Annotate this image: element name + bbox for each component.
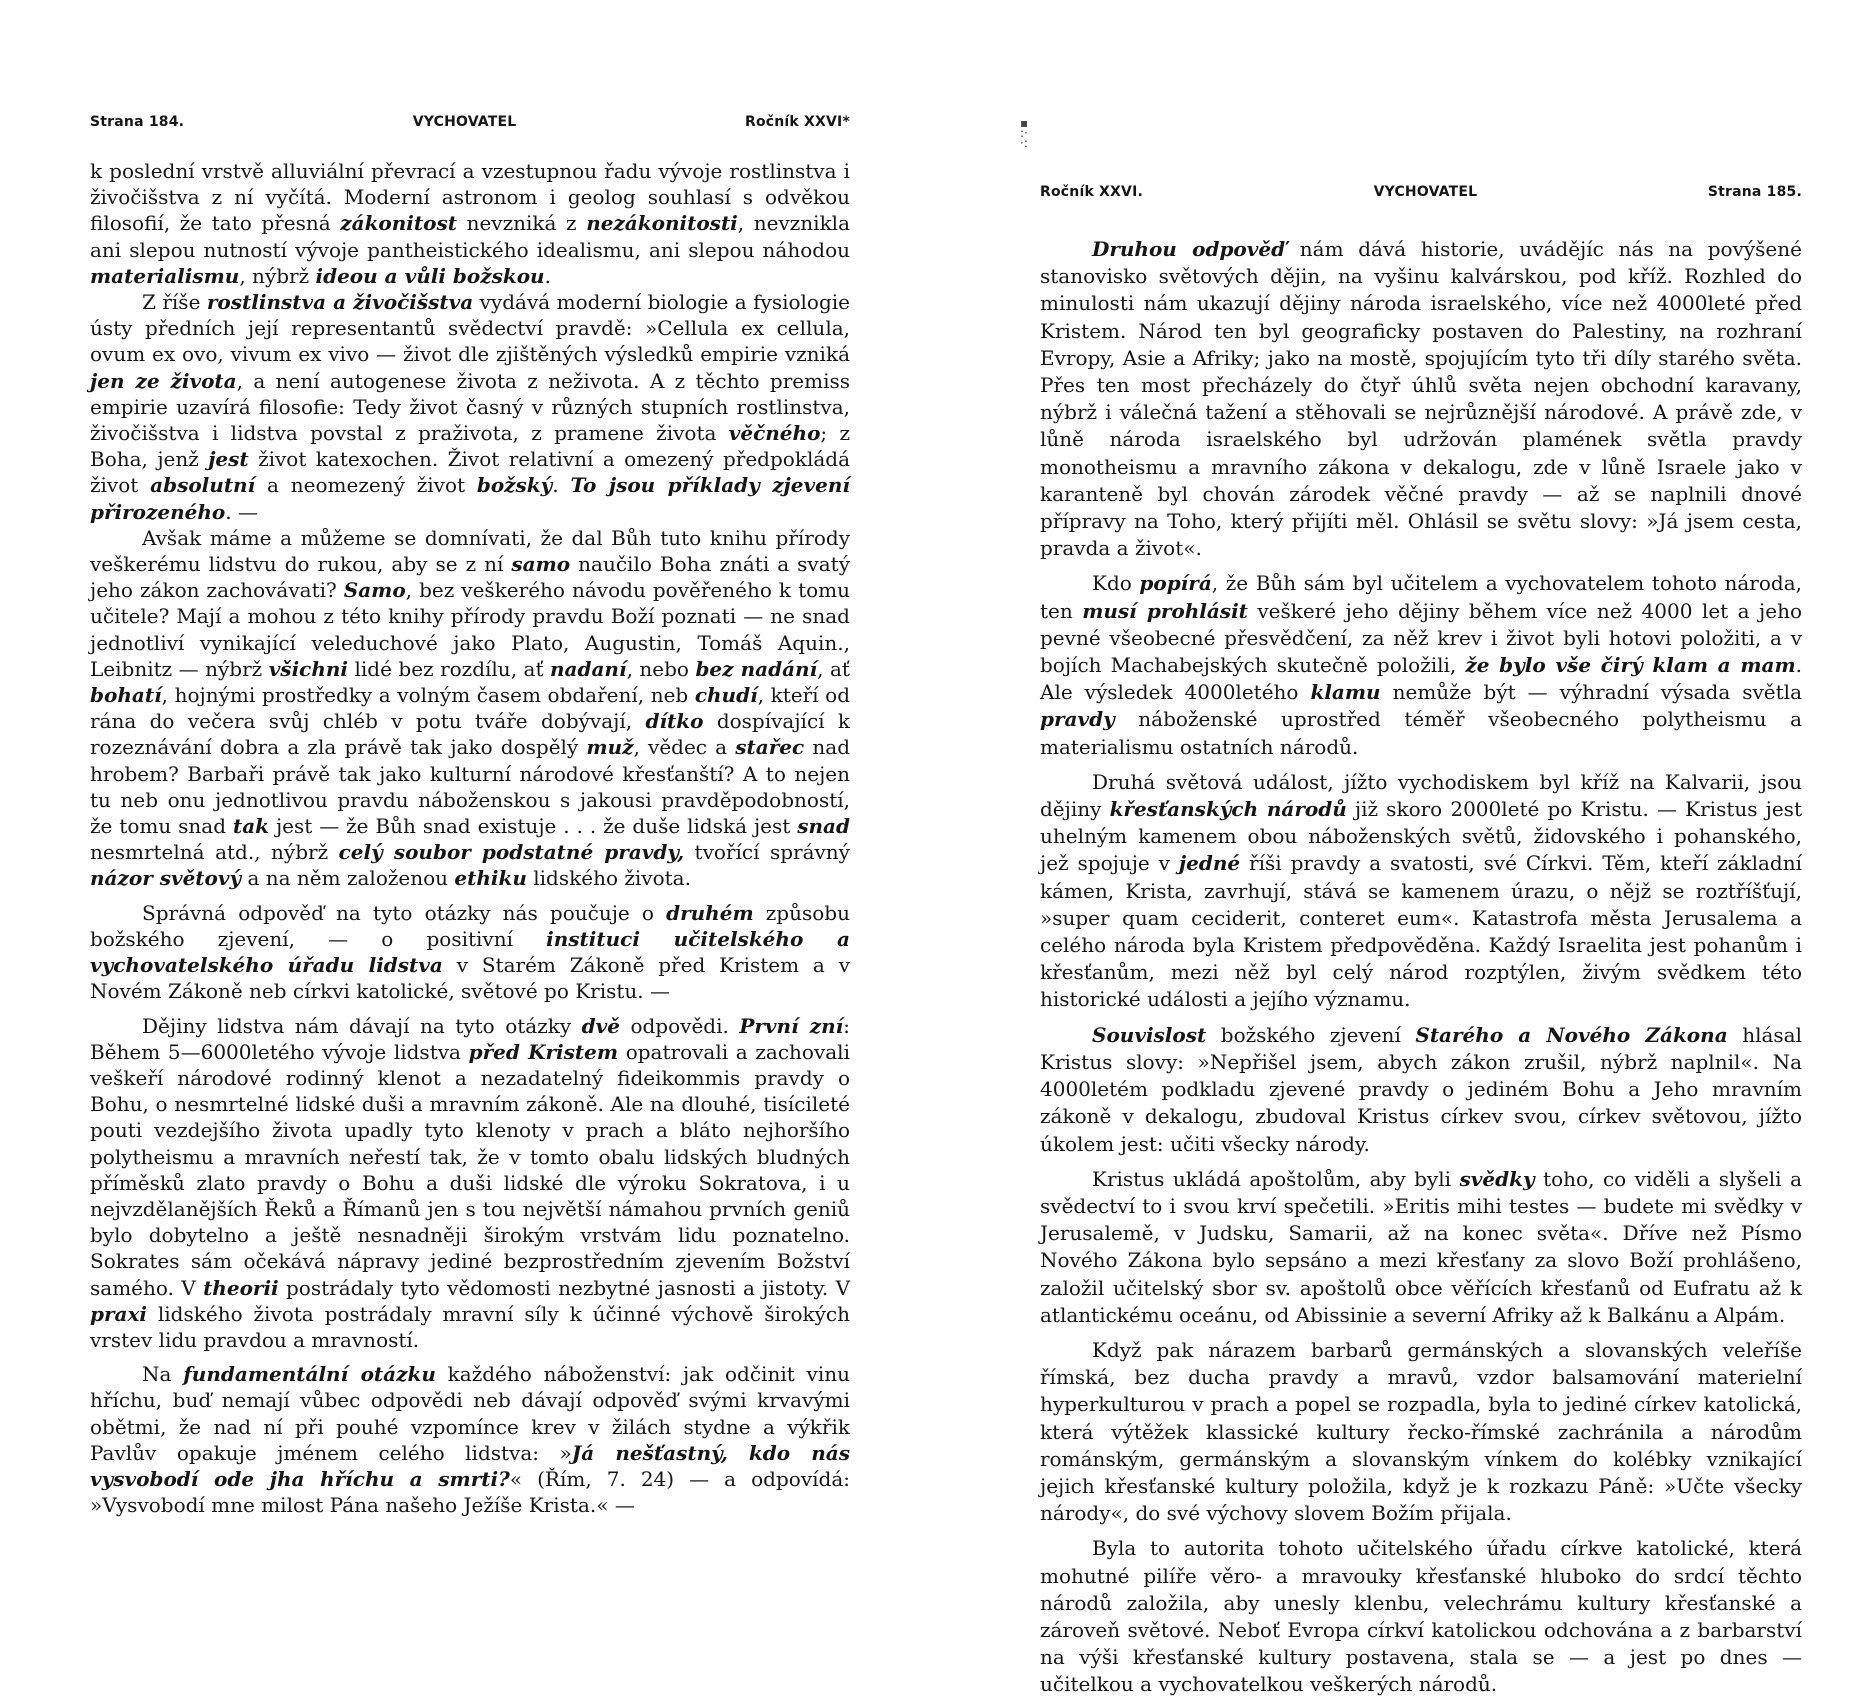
emphasized-text: klamu <box>1310 680 1381 705</box>
emphasized-text: Souvislost <box>1092 1022 1207 1047</box>
text-run: , ať <box>817 656 850 681</box>
text-run: . <box>552 473 571 498</box>
right-paragraph-7 <box>1040 1535 1802 1698</box>
text-run: Kdo <box>1092 571 1140 596</box>
text-run: , bez veškerého návodu pověřeného k tomu učitele? Mají a mohou z této knihy přírody pravdu Boží poznati — ne snad jednotliví vynikající veleduchové jako Plato, Augustin, Tomáš Aquin., Leibnitz — nýbrž <box>90 578 851 681</box>
right-paragraph-1 <box>1040 236 1802 562</box>
text-run: dospívající k rozeznávání dobra a zla právě tak jako dospělý <box>90 709 851 760</box>
emphasized-text: nezákonitosti <box>586 211 738 236</box>
text-run: Když pak nárazem barbarů germánských a slovanských veleříše římská, bez ducha pravdy a mravů, vzdor balsamování materielní hyperkulturou v prach a popel se rozpadla, byla to jediné církev katolická, která výtěžek klassické kultury řecko-římské zachránila a národům románským, germánským a slovanským vínkem do kolébky vznikající jejich křesťanské kultury položila, když je k rozkazu Páně: »Učte všecky národy«, do své výchovy slovem Božím přijala. <box>1040 1337 1802 1526</box>
left-paragraph-4 <box>90 900 850 1005</box>
emphasized-text: dítko <box>645 709 704 734</box>
emphasized-text: jest <box>208 447 249 472</box>
text-run: náboženské uprostřed téměř všeobecného polytheismu a materialismu ostatních národů. <box>1040 707 1802 759</box>
text-run: Byla to autorita tohoto učitelského úřadu církve katolické, která mohutné pilíře věro- a mravouky křesťanské hluboko do srdcí těchto národů založila, aby unesly klenbu, velechrámu kultury křesťanské a zároveň světové. Neboť Evropa církví katolickou odchována a z barbarství na výši křesťanské kultury postavena, stala se — a jest po dnes — učitelkou a vychovatelkou veškerých národů. <box>1040 1536 1802 1697</box>
text-run: způsobu božského zjevení, — o positivní <box>90 900 850 951</box>
text-run: každého náboženství: jak odčinit vinu hříchu, buď nemají vůbec odpovědi neb dávají odpověď svými krvavými obětmi, že nad ní při pouhé vzpomínce krev v žilách stydne a výkřik Pavlův opakuje jménem celého lidstva: » <box>90 1362 850 1465</box>
text-run: nevzniká z <box>456 211 587 236</box>
text-run: Správná odpověď na tyto otázky nás poučuje o <box>142 900 667 925</box>
text-run: vydává moderní biologie a fysiologie ústy předních její representantů svědectví pravdě: »Cellula ex cellula, ovum ex ovo, vivum ex vivo — život dle zjištěných výsledků empirie vzniká <box>90 290 851 367</box>
emphasized-text: ethiku <box>454 866 527 891</box>
text-run: veškeré jeho dějiny během více než 4000 let a jeho pevné všeobecné přesvědčení, za něž krev i život byli hotovi položiti, a v bojích Machabejských skutečně položili, <box>1040 598 1802 678</box>
emphasized-text: Já nešťastný, kdo nás vysvobodí ode jha hříchu a smrti? <box>90 1440 851 1491</box>
text-run: , kteří od rána do večera svůj chléb v potu tváře dobývají, <box>90 683 850 734</box>
emphasized-text: stařec <box>735 735 805 760</box>
emphasized-text: křesťanských národů <box>1109 797 1347 822</box>
emphasized-text: celý soubor podstatné pravdy, <box>338 840 685 865</box>
emphasized-text: jedné <box>1178 851 1241 876</box>
emphasized-text: absolutní <box>150 473 256 498</box>
text-run: toho, co viděli a slyšeli a svědectví to i svou krví spečetili. »Eritis mihi testes — budete mi svědky v Jerusalemě, v Judsku, Samarii, až na konec světa«. Dříve než Písmo Nového Zákona bylo sepsáno a mezi křesťany za slovo Boží prohlášeno, založil učitelský sbor sv. apoštolů obce věřících křesťanů od Eufratu až k atlantickému oceánu, od Abissinie a severní Afriky až k Balkánu a Alpám. <box>1040 1166 1802 1327</box>
right-volume: Ročník XXVI. <box>1040 184 1143 200</box>
text-run: , nebo <box>626 656 696 681</box>
text-run: nemůže být — výhradní výsada světla <box>1380 680 1802 705</box>
text-run: . Ale výsledek 4000letého <box>1040 653 1803 705</box>
emphasized-text: dvě <box>581 1013 620 1038</box>
text-run: Druhá světová událost, jížto vychodiskem byl kříž na Kalvarii, jsou dějiny <box>1040 769 1802 822</box>
text-run: : Během 5—6000letého vývoje lidstva <box>90 1013 850 1064</box>
emphasized-text: druhém <box>666 900 754 925</box>
emphasized-text: nadaní <box>549 656 627 681</box>
emphasized-text: První zní <box>739 1013 844 1038</box>
text-run: , nevznikla ani slepou nutností vývoje pantheistického idealismu, ani slepou náhodou <box>90 211 851 262</box>
right-paragraph-2 <box>1040 570 1802 760</box>
text-run: k poslední vrstvě alluviální převrací a vzestupnou řadu vývoje rostlinstva i živočišstva z ní vyčítá. Moderní astronom i geolog souhlasí s odvěkou filosofií, že tato přesná <box>90 159 850 236</box>
emphasized-text: materialismu <box>90 263 240 288</box>
left-paragraph-1 <box>90 158 850 289</box>
text-run: v Starém Zákoně před Kristem a v Novém Zákoně neb církvi katolické, světové po Kristu. — <box>90 953 850 1004</box>
emphasized-text: fundamentální otázku <box>183 1362 436 1387</box>
text-run: , vědec a <box>633 735 736 760</box>
emphasized-text: rostlinstva a živočišstva <box>206 290 474 315</box>
text-run: říši pravdy a svatosti, své Církvi. Těm, kteří základní kámen, Krista, zavrhují, stává se kamenem úrazu, o nějž se roztříšťují, »super quam ceciderit, conteret eum«. Katastrofa města Jerusalema a celého národa byla Kristem předpověděna. Každý Israelita jest pohanům i křesťanům, mezi něž byl celý národ rozptýlen, živým svědkem této historické události a jejího významu. <box>1040 851 1802 1012</box>
text-run: nad hrobem? Barbaři právě tak jako kulturní národové křesťanští? A to nejen tu neb onu jednotlivou pravdu náboženskou s jakousi pravděpodobností, že tomu snad <box>90 735 850 839</box>
left-paragraph-2 <box>90 289 850 525</box>
left-paragraph-5 <box>90 1013 850 1354</box>
emphasized-text: před Kristem <box>468 1039 619 1064</box>
left-paragraph-3 <box>90 525 850 892</box>
left-body-text <box>90 158 850 1518</box>
emphasized-text: pravdy <box>1040 707 1115 732</box>
emphasized-text: ideou a vůli božskou <box>315 263 545 288</box>
text-run: « (Řím, 7. 24) — a odpovídá: »Vysvobodí mne milost Pána našeho Ježíše Krista.« — <box>90 1466 850 1518</box>
emphasized-text: instituci učitelského a vychovatelského úřadu lidstva <box>90 926 850 978</box>
text-run: a na něm založenou <box>241 866 455 891</box>
text-run: božského zjevení <box>1206 1022 1416 1047</box>
right-page-number: Strana 185. <box>1707 184 1802 200</box>
right-paragraph-6 <box>1040 1337 1802 1527</box>
right-running-header <box>1040 184 1802 200</box>
emphasized-text: všichni <box>268 656 349 681</box>
emphasized-text: theorii <box>203 1275 279 1300</box>
emphasized-text: praxi <box>90 1301 148 1326</box>
text-run: Kristus ukládá apoštolům, aby byli <box>1092 1166 1460 1191</box>
text-run: . — <box>225 499 258 524</box>
left-volume: Ročník XXVI* <box>744 114 850 130</box>
right-body-text <box>1040 236 1802 1699</box>
right-paragraph-5 <box>1040 1166 1802 1329</box>
text-run: lidé bez rozdílu, ať <box>348 656 550 681</box>
emphasized-text: musí prohlásit <box>1082 598 1248 623</box>
text-run: lidského života postrádaly mravní síly k účinné výchově širokých vrstev lidu pravdou a mravností. <box>90 1301 850 1352</box>
text-run: postrádaly tyto vědomosti nezbytné jasnosti a jistoty. V <box>278 1275 851 1300</box>
text-run: Na <box>142 1362 184 1387</box>
text-run: odpovědi. <box>619 1013 740 1038</box>
text-run: opatrovali a zachovali veškeří národové rodinný klenot a nezadatelný fideikommis pravdy o Bohu, o nesmrtelné lidské duši a mravním zákoně. Ale na dlouhé, tisícileté pouti vezdejšího života upadly tyto klenoty v prach a bláto nejhoršího polytheismu a mravních neřestí tak, že v tomto obalu lidských bludných příměsků zlato pravdy o Bohu a duši lidské dle výroku Sokratova, i u nejvzdělanějších Řeků a Římanů jen s tou největší námahou prvních geniů bylo dobytelno a ještě nesnadněji širokým vrstvám lidu poznatelno. Sokrates sám očekává nápravy jediné bezprostředním zjevením Božství samého. V <box>90 1039 850 1300</box>
text-run: tvořící správný <box>684 840 850 865</box>
emphasized-text: jen ze života <box>90 368 237 393</box>
text-run: , hojnými prostředky a volným časem obdaření, neb <box>161 683 695 708</box>
emphasized-text: božský <box>476 473 553 498</box>
emphasized-text: svědky <box>1459 1166 1535 1191</box>
emphasized-text: zákonitost <box>340 211 457 236</box>
text-run: lidského života. <box>526 866 691 891</box>
text-run: Avšak máme a můžeme se domnívati, že dal Bůh tuto knihu přírody veškerému lidstvu do rukou, aby se z ní <box>90 525 850 577</box>
emphasized-text: chudí <box>694 683 758 708</box>
emphasized-text: Starého a Nového Zákona <box>1415 1022 1728 1047</box>
left-paragraph-6 <box>90 1361 850 1518</box>
emphasized-text: názor světový <box>90 866 242 891</box>
emphasized-text: popírá <box>1139 571 1212 596</box>
left-page-number: Strana 184. <box>90 114 185 130</box>
right-page <box>1040 184 1802 1699</box>
emphasized-text: samo <box>511 552 571 577</box>
text-run: . <box>544 263 551 288</box>
emphasized-text: snad <box>797 814 850 839</box>
text-run: jest — že Bůh snad existuje . . . že duše lidská jest <box>269 814 798 839</box>
text-run: nesmrtelná atd., nýbrž <box>90 840 339 865</box>
right-paragraph-3 <box>1040 769 1802 1014</box>
left-journal-title: VYCHOVATEL <box>412 114 517 130</box>
right-journal-title: VYCHOVATEL <box>1373 184 1478 200</box>
right-paragraph-4 <box>1040 1022 1802 1158</box>
emphasized-text: muž <box>586 735 634 760</box>
text-run: Z říše <box>142 290 207 315</box>
emphasized-text: věčného <box>728 421 821 446</box>
left-page <box>90 114 850 1518</box>
left-running-header <box>90 114 850 130</box>
emphasized-text: bohatí <box>90 683 162 708</box>
text-run: , že Bůh sám byl učitelem a vychovatelem tohoto národa, ten <box>1040 571 1802 623</box>
text-run: již skoro 2000leté po Kristu. — Kristus jest uhelným kamenem obou náboženských světů, židovského i pohanského, jež spojuje v <box>1040 797 1802 876</box>
text-run: hlásal Kristus slovy: »Nepřišel jsem, abych zákon zrušil, nýbrž naplnil«. Na 4000letém podkladu zjevené pravdy o jediném Bohu a Jeho mravním zákoně v dekalogu, zbudoval Kristus církev svou, církev světovou, jížto úkolem jest: učiti všecky národy. <box>1040 1022 1802 1156</box>
emphasized-text: Samo <box>343 578 406 603</box>
text-run: , nýbrž <box>239 263 316 288</box>
text-run: , a není autogenese života z neživota. A z těchto premiss empirie uzavírá filosofie: Tedy život časný v různých stupních rostlinstva, živočišstva i lidstva povstal z praživota, z pramene života <box>90 368 850 446</box>
text-run: ; z Boha, jenž <box>90 421 850 472</box>
text-run: Dějiny lidstva nám dávají na tyto otázky <box>142 1013 582 1038</box>
text-run: a neomezený život <box>255 473 477 498</box>
text-run: naučilo Boha znáti a svatý jeho zákon zachovávati? <box>90 552 850 603</box>
emphasized-text: tak <box>232 814 270 839</box>
text-run: nám dává historie, uvádějíc nás na povýšené stanovisko světových dějin, na vyšinu kalvárskou, pod kříž. Rozhled do minulosti nám ukazují dějiny národa israelského, více než 4000leté před Kristem. Národ ten byl geograficky postaven do Palestiny, na rozhraní Evropy, Asie a Afriky; jako na mostě, spojujícím tyto tři díly starého světa. Přes ten most přecházely do čtyř úhlů světa nejen obchodní karavany, nýbrž i válečná tažení a stěhovali se nejrůznější národové. A právě zde, v lůně národa israelského byl udržován plamének světla pravdy monotheismu a mravního zákona v dekalogu, zde v lůně Israele jako v karanteně byl chován zárodek věčné pravdy — až se naplnili dnové přípravy na Toho, který přijíti měl. Ohlásil se světu slovy: »Já jsem cesta, pravda a život«. <box>1040 237 1802 561</box>
text-run: život katexochen. Život relativní a omezený předpokládá život <box>90 447 850 498</box>
stray-ink-marks: ▪ :· ·: <box>1020 116 1029 150</box>
emphasized-text: že bylo vše čirý klam a mam <box>1465 653 1796 678</box>
emphasized-text: bez nadání <box>695 656 818 681</box>
emphasized-text: Druhou odpověď <box>1092 237 1286 261</box>
emphasized-text: To jsou příklady zjevení přirozeného <box>90 473 851 524</box>
